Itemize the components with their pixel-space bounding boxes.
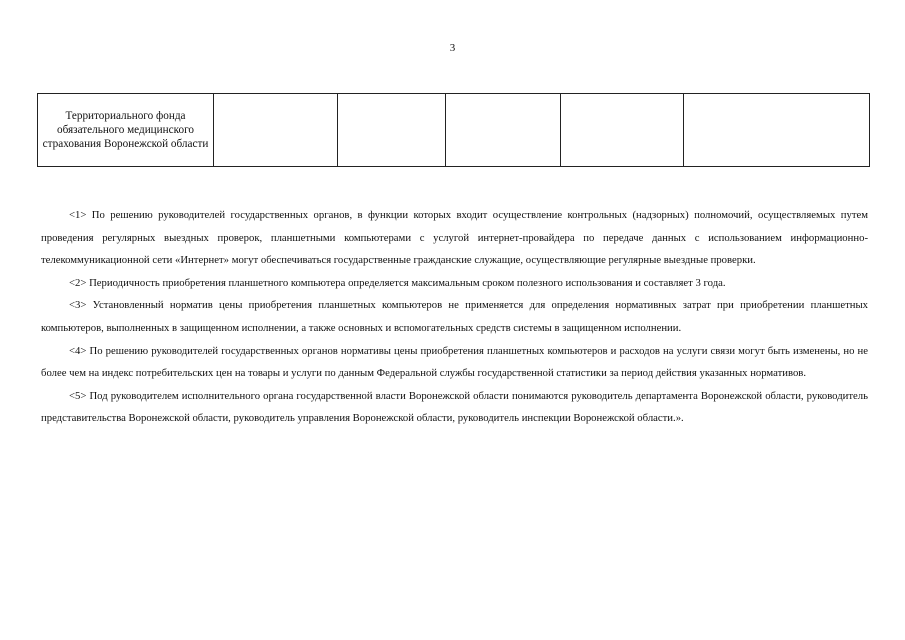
table-cell xyxy=(214,94,338,167)
table-continuation xyxy=(37,93,870,167)
footnote-5: <5> Под руководителем исполнительного органа государственной власти Воронежской области понимаются руководитель департамента Воронежской области, руководитель представительства Воронежской области, руководитель управления Воронежской области, руководитель инспекции Воронежской области.». xyxy=(41,389,868,425)
page-number: 3 xyxy=(449,42,456,54)
footnote-4: <4> По решению руководителей государственных органов нормативы цены приобретения планшетных компьютеров и расходов на услуги связи могут быть изменены, но не более чем на индекс потребительских цен на товары и услуги по данным Федеральной службы государственной статистики за период действия указанных нормативов. xyxy=(41,344,868,380)
footnotes xyxy=(41,204,868,430)
footnote-2: <2> Периодичность приобретения планшетного компьютера определяется максимальным сроком полезного использования и составляет 3 года. xyxy=(69,276,726,289)
footnote-1: <1> По решению руководителей государственных органов, в функции которых входит осуществление контрольных (надзорных) полномочий, осуществляемых путем проведения регулярных выездных проверок, планшетными компьютерами с услугой интернет-провайдера по передаче данных с использованием информационно-телекоммуникационной сети «Интернет» могут обеспечиваться государственные гражданские служащие, осуществляющие регулярные выездные проверки. xyxy=(41,209,868,267)
table-cell xyxy=(338,94,446,167)
table-cell xyxy=(446,94,561,167)
table-cell xyxy=(684,94,870,167)
table-cell xyxy=(561,94,684,167)
footnote-3: <3> Установленный норматив цены приобретения планшетных компьютеров не применяется для определения нормативных затрат при приобретении планшетных компьютеров, выполненных в защищенном исполнении, а также основных и вспомогательных средств системы в защищенном исполнении. xyxy=(41,299,868,334)
table-row xyxy=(38,94,870,167)
table-cell-institution: Территориального фонда обязательного медицинского страхования Воронежской области xyxy=(38,94,214,167)
